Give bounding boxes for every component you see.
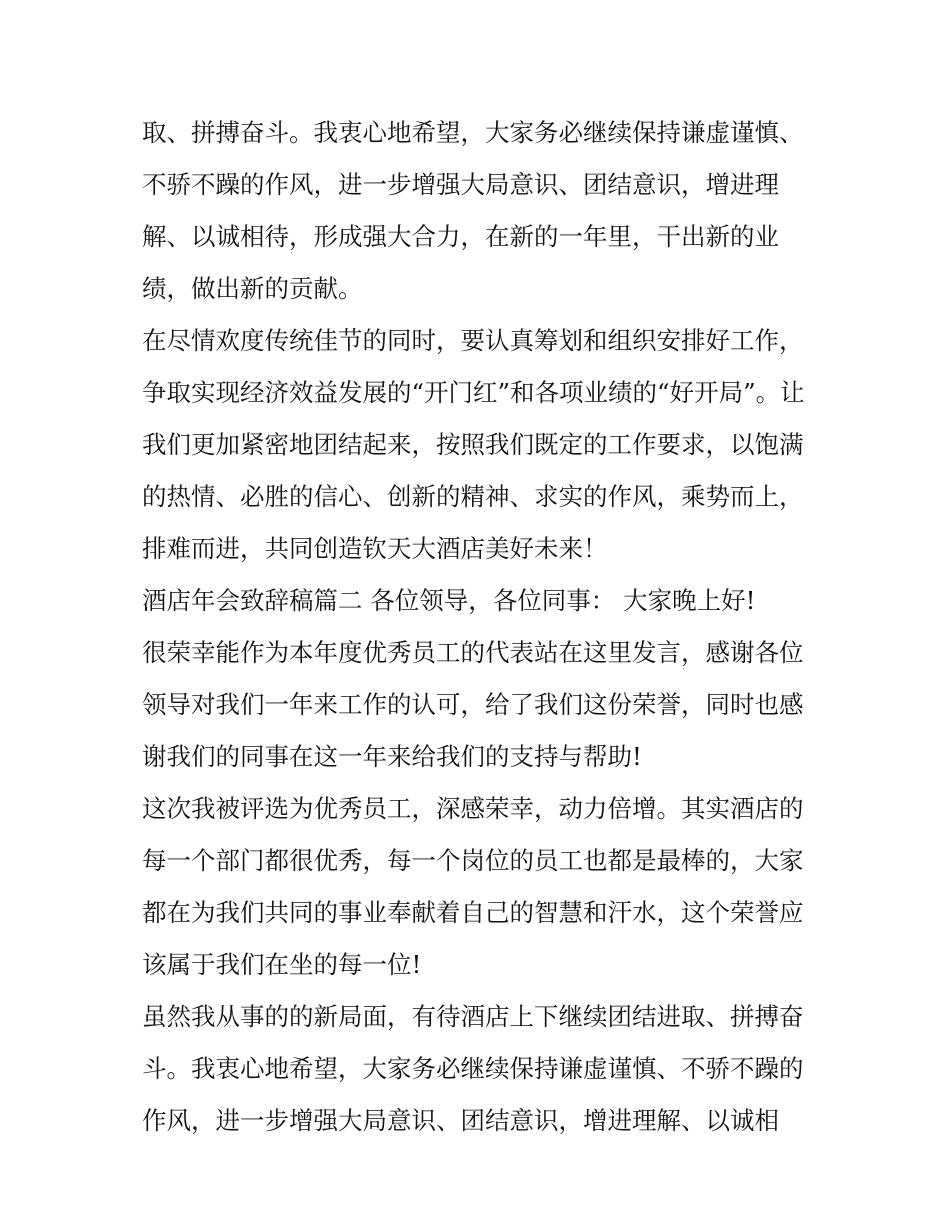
text-line: 解、以诚相待，形成强大合力，在新的一年里，干出新的业: [142, 222, 779, 251]
text-line: 绩，做出新的贡献。: [142, 274, 363, 303]
text-line: 排难而进，共同创造钦天大酒店美好未来！: [142, 534, 608, 563]
text-line: 争取实现经济效益发展的“开门红”和各项业绩的“好开局”。让: [142, 378, 805, 407]
text-line: 不骄不躁的作风，进一步增强大局意识、团结意识，增进理: [142, 170, 779, 199]
text-line: 斗。我衷心地希望，大家务必继续保持谦虚谨慎、不骄不躁的: [142, 1054, 804, 1083]
text-line: 作风，进一步增强大局意识、团结意识，增进理解、以诚相: [142, 1106, 779, 1135]
text-line: 每一个部门都很优秀，每一个岗位的员工也都是最棒的，大家: [142, 846, 804, 875]
text-line: 的热情、必胜的信心、创新的精神、求实的作风，乘势而上，: [142, 482, 804, 511]
text-line: 虽然我从事的的新局面，有待酒店上下继续团结进取、拼搏奋: [142, 1002, 804, 1031]
text-line: 领导对我们一年来工作的认可，给了我们这份荣誉，同时也感: [142, 690, 804, 719]
text-line: 在尽情欢度传统佳节的同时，要认真筹划和组织安排好工作，: [142, 326, 804, 355]
text-line: 该属于我们在坐的每一位!: [142, 950, 422, 979]
text-line: 取、拼搏奋斗。我衷心地希望，大家务必继续保持谦虚谨慎、: [142, 118, 804, 147]
text-line: 我们更加紧密地团结起来，按照我们既定的工作要求，以饱满: [142, 430, 804, 459]
text-line: 都在为我们共同的事业奉献着自己的智慧和汗水，这个荣誉应: [142, 898, 804, 927]
text-line: 谢我们的同事在这一年来给我们的支持与帮助!: [142, 742, 642, 771]
text-line: 很荣幸能作为本年度优秀员工的代表站在这里发言，感谢各位: [142, 638, 804, 667]
text-line: 酒店年会致辞稿篇二 各位领导，各位同事： 大家晚上好!: [142, 586, 756, 615]
document-body: [142, 107, 822, 1147]
text-line: 这次我被评选为优秀员工，深感荣幸，动力倍增。其实酒店的: [142, 794, 804, 823]
